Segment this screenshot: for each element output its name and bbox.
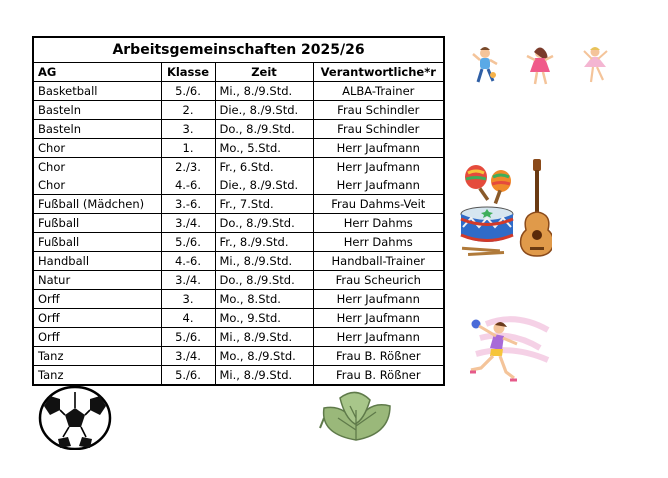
table-row <box>33 290 444 309</box>
cell-verantwortlich: Herr Dahms <box>313 214 444 233</box>
cell-zeit: Mi., 8./9.Std. <box>215 252 313 271</box>
cell-verantwortlich: Frau B. Rößner <box>313 347 444 366</box>
cell-zeit: Fr., 7.Std. <box>215 195 313 214</box>
cell-zeit: Mo., 9.Std. <box>215 309 313 328</box>
cell-ag: Basteln <box>33 120 161 139</box>
cell-ag: Handball <box>33 252 161 271</box>
cell-ag: Chor <box>33 139 161 158</box>
cell-klasse: 4.-6. <box>161 176 215 195</box>
ag-table <box>32 36 445 386</box>
ukulele-icon <box>521 159 552 256</box>
drum-icon <box>461 207 513 256</box>
dancing-kids-illustration <box>470 44 620 90</box>
table-row <box>33 271 444 290</box>
cell-klasse: 3./4. <box>161 347 215 366</box>
cell-zeit: Die., 8./9.Std. <box>215 101 313 120</box>
cell-zeit: Mi., 8./9.Std. <box>215 328 313 347</box>
cell-ag: Tanz <box>33 366 161 386</box>
cell-klasse: 2./3. <box>161 158 215 177</box>
cell-zeit: Do., 8./9.Std. <box>215 214 313 233</box>
cell-ag: Orff <box>33 328 161 347</box>
cell-zeit: Mo., 5.Std. <box>215 139 313 158</box>
table-row <box>33 233 444 252</box>
table-row <box>33 82 444 101</box>
cell-klasse: 3.-6. <box>161 195 215 214</box>
cell-klasse: 4. <box>161 309 215 328</box>
table-row <box>33 120 444 139</box>
table-row <box>33 101 444 120</box>
table-title: Arbeitsgemeinschaften 2025/26 <box>33 37 444 63</box>
cell-verantwortlich: Frau B. Rößner <box>313 366 444 386</box>
cell-ag: Tanz <box>33 347 161 366</box>
cell-ag: Chor <box>33 176 161 195</box>
table-row <box>33 328 444 347</box>
cell-zeit: Fr., 6.Std. <box>215 158 313 177</box>
cell-zeit: Mo., 8./9.Std. <box>215 347 313 366</box>
cell-zeit: Do., 8./9.Std. <box>215 120 313 139</box>
cell-ag: Fußball (Mädchen) <box>33 195 161 214</box>
cell-klasse: 3./4. <box>161 214 215 233</box>
girl-dancer-icon <box>527 48 553 85</box>
cell-klasse: 1. <box>161 139 215 158</box>
cell-klasse: 5./6. <box>161 82 215 101</box>
table-row <box>33 309 444 328</box>
table-row <box>33 176 444 195</box>
table-row <box>33 347 444 366</box>
cell-ag: Chor <box>33 158 161 177</box>
cell-ag: Basketball <box>33 82 161 101</box>
cell-klasse: 3. <box>161 120 215 139</box>
header-verantwortlich: Verantwortliche*r <box>313 63 444 82</box>
cell-ag: Natur <box>33 271 161 290</box>
cell-zeit: Do., 8./9.Std. <box>215 271 313 290</box>
cell-verantwortlich: Herr Jaufmann <box>313 139 444 158</box>
table-row <box>33 252 444 271</box>
cell-verantwortlich: Herr Jaufmann <box>313 290 444 309</box>
cell-klasse: 2. <box>161 101 215 120</box>
table-body <box>33 82 444 386</box>
cell-verantwortlich: ALBA-Trainer <box>313 82 444 101</box>
boy-dancer-icon <box>473 47 497 82</box>
cell-ag: Fußball <box>33 214 161 233</box>
header-ag: AG <box>33 63 161 82</box>
cell-zeit: Mo., 8.Std. <box>215 290 313 309</box>
table-row <box>33 139 444 158</box>
cell-verantwortlich: Herr Jaufmann <box>313 158 444 177</box>
cell-verantwortlich: Frau Scheurich <box>313 271 444 290</box>
cell-verantwortlich: Herr Jaufmann <box>313 176 444 195</box>
cell-ag: Orff <box>33 309 161 328</box>
cell-klasse: 5./6. <box>161 233 215 252</box>
cell-zeit: Mi., 8./9.Std. <box>215 366 313 386</box>
maracas-icon <box>465 165 511 204</box>
cell-verantwortlich: Handball-Trainer <box>313 252 444 271</box>
cell-verantwortlich: Frau Dahms-Veit <box>313 195 444 214</box>
cell-ag: Basteln <box>33 101 161 120</box>
table-row <box>33 158 444 177</box>
ballerina-icon <box>584 47 607 82</box>
cell-klasse: 3. <box>161 290 215 309</box>
cell-zeit: Die., 8./9.Std. <box>215 176 313 195</box>
handball-player-illustration <box>466 314 550 389</box>
cell-verantwortlich: Frau Schindler <box>313 120 444 139</box>
soccer-ball-illustration <box>38 386 112 450</box>
cell-klasse: 5./6. <box>161 328 215 347</box>
cell-verantwortlich: Frau Schindler <box>313 101 444 120</box>
table-row <box>33 366 444 386</box>
cell-zeit: Fr., 8./9.Std. <box>215 233 313 252</box>
cell-ag: Orff <box>33 290 161 309</box>
table-row <box>33 214 444 233</box>
cell-zeit: Mi., 8./9.Std. <box>215 82 313 101</box>
table-row <box>33 195 444 214</box>
leaves-illustration <box>318 388 394 448</box>
music-instruments-illustration <box>460 157 552 261</box>
cell-klasse: 3./4. <box>161 271 215 290</box>
cell-verantwortlich: Herr Jaufmann <box>313 309 444 328</box>
cell-klasse: 4.-6. <box>161 252 215 271</box>
header-zeit: Zeit <box>215 63 313 82</box>
cell-verantwortlich: Herr Jaufmann <box>313 328 444 347</box>
header-klasse: Klasse <box>161 63 215 82</box>
cell-verantwortlich: Herr Dahms <box>313 233 444 252</box>
cell-klasse: 5./6. <box>161 366 215 386</box>
cell-ag: Fußball <box>33 233 161 252</box>
